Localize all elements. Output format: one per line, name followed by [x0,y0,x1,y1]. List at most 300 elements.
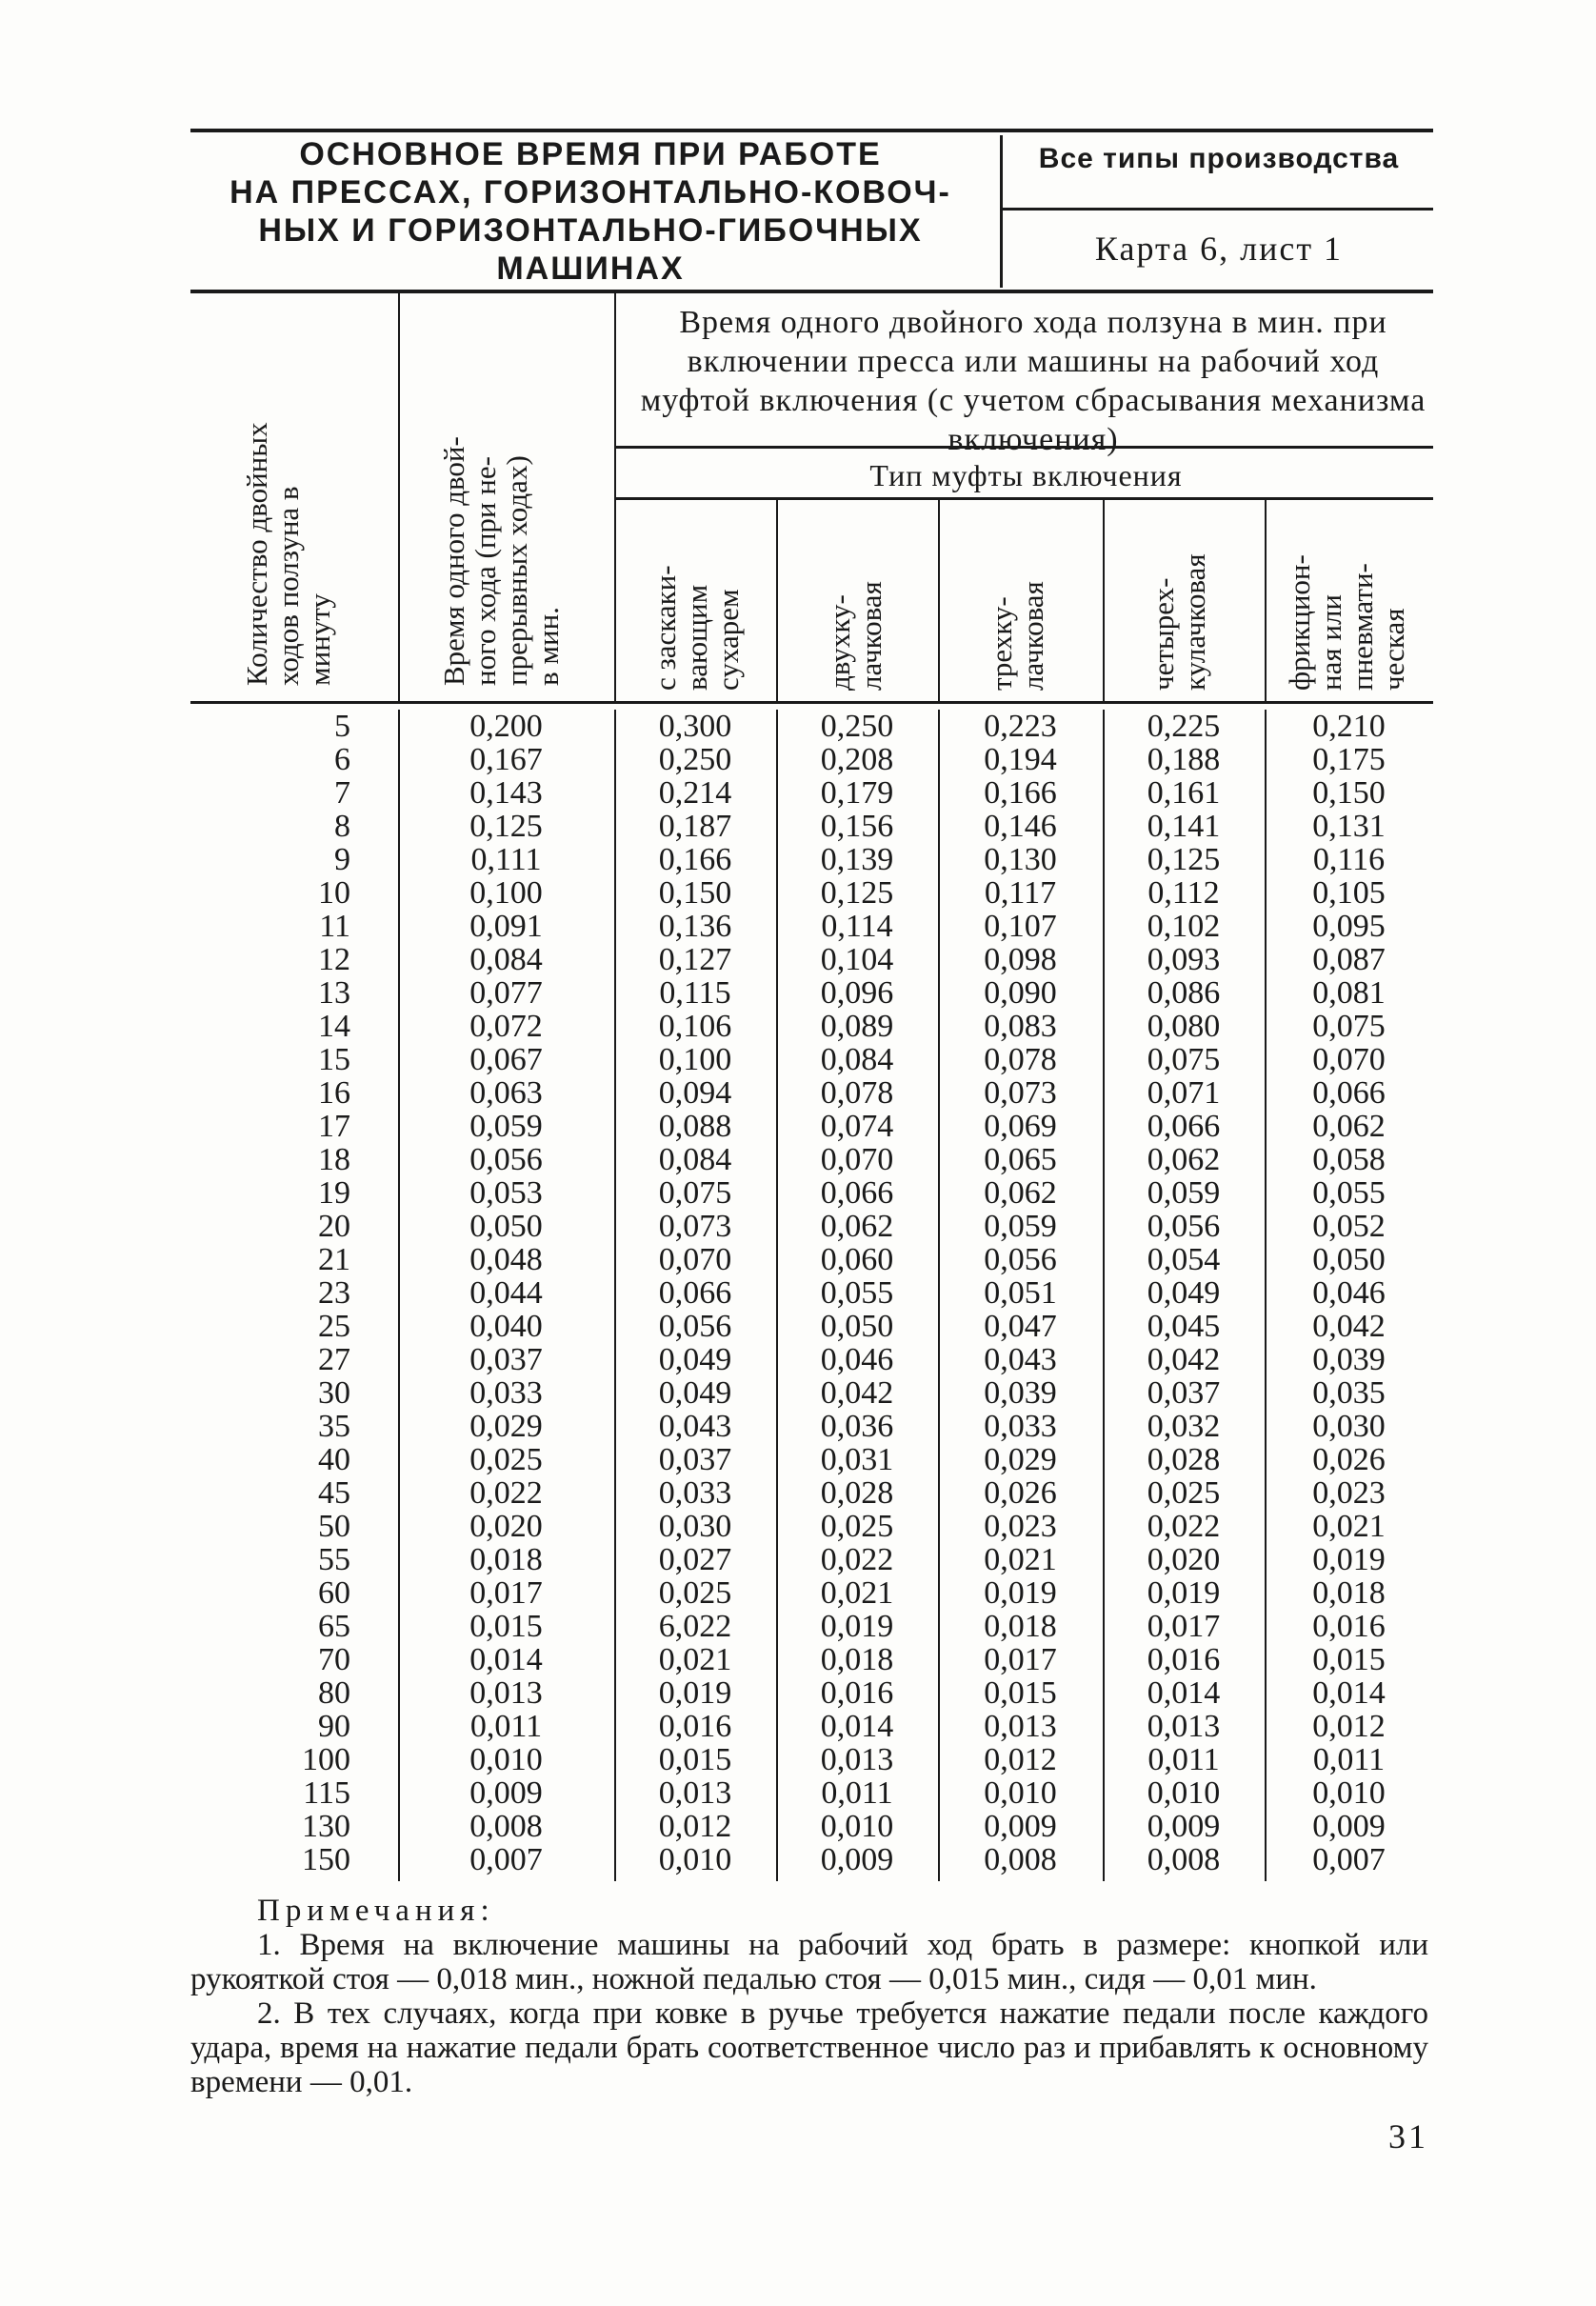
time-cell: 0,225 [1147,709,1221,744]
time-cell: 0,029 [984,1442,1057,1477]
time-cell: 0,018 [469,1542,543,1577]
time-cell: 0,028 [1147,1442,1221,1477]
time-cell: 0,143 [469,775,543,811]
time-cell: 0,035 [1312,1375,1386,1411]
time-cell: 0,073 [658,1209,732,1244]
time-cell: 0,131 [1312,809,1386,844]
time-cell: 0,098 [984,942,1057,977]
time-cell: 0,013 [984,1709,1057,1744]
time-cell: 0,089 [820,1009,894,1044]
time-cell: 0,056 [984,1242,1057,1277]
time-cell: 0,010 [469,1742,543,1777]
strokes-cell: 20 [318,1209,350,1244]
time-cell: 0,071 [1147,1075,1221,1111]
col-head-clutch-2: двухку- лачковая [823,581,888,691]
time-cell: 0,200 [469,709,543,744]
strokes-cell: 50 [318,1509,350,1544]
time-cell: 0,088 [658,1109,732,1144]
time-cell: 0,070 [658,1242,732,1277]
time-cell: 0,017 [1147,1609,1221,1644]
strokes-cell: 90 [318,1709,350,1744]
time-cell: 0,062 [1147,1142,1221,1177]
production-type: Все типы производства [1038,143,1400,174]
time-cell: 0,013 [469,1675,543,1711]
page-number: 31 [1388,2117,1428,2156]
time-cell: 0,014 [1312,1675,1386,1711]
strokes-cell: 17 [318,1109,350,1144]
time-cell: 0,125 [469,809,543,844]
time-cell: 0,014 [469,1642,543,1677]
strokes-cell: 8 [334,809,350,844]
title-line: НА ПРЕССАХ, ГОРИЗОНТАЛЬНО-КОВОЧ- [229,174,951,211]
time-cell: 0,013 [658,1775,732,1811]
time-cell: 0,010 [820,1809,894,1844]
time-cell: 0,017 [469,1575,543,1611]
time-cell: 0,016 [820,1675,894,1711]
time-cell: 0,020 [469,1509,543,1544]
time-cell: 0,022 [469,1475,543,1511]
time-cell: 0,044 [469,1275,543,1311]
time-cell: 0,078 [984,1042,1057,1077]
time-cell: 0,033 [984,1409,1057,1444]
time-cell: 0,019 [1147,1575,1221,1611]
time-cell: 0,214 [658,775,732,811]
notes-title: Примечания: [257,1894,495,1928]
time-cell: 0,087 [1312,942,1386,977]
time-cell: 0,056 [658,1309,732,1344]
time-cell: 0,052 [1312,1209,1386,1244]
time-cell: 0,028 [820,1475,894,1511]
time-cell: 0,014 [1147,1675,1221,1711]
time-cell: 0,049 [1147,1275,1221,1311]
time-cell: 0,025 [1147,1475,1221,1511]
table-row [190,1443,1433,1476]
strokes-cell: 15 [318,1042,350,1077]
time-cell: 0,054 [1147,1242,1221,1277]
time-cell: 0,043 [984,1342,1057,1377]
time-cell: 0,086 [1147,975,1221,1011]
time-cell: 0,026 [1312,1442,1386,1477]
time-cell: 0,125 [820,875,894,911]
title-line: НЫХ И ГОРИЗОНТАЛЬНО-ГИБОЧНЫХ [258,212,923,249]
table-row [190,743,1433,776]
time-cell: 0,049 [658,1375,732,1411]
table-row [190,976,1433,1010]
time-cell: 0,062 [1312,1109,1386,1144]
time-cell: 0,250 [658,742,732,777]
time-cell: 0,136 [658,909,732,944]
time-cell: 0,127 [658,942,732,977]
time-cell: 0,056 [469,1142,543,1177]
table-row [190,1310,1433,1343]
time-cell: 0,075 [1312,1009,1386,1044]
time-cell: 0,013 [820,1742,894,1777]
time-cell: 0,094 [658,1075,732,1111]
time-cell: 0,083 [984,1009,1057,1044]
time-cell: 0,010 [1312,1775,1386,1811]
time-cell: 0,008 [469,1809,543,1844]
time-cell: 0,066 [820,1175,894,1211]
time-cell: 0,042 [1312,1309,1386,1344]
strokes-cell: 9 [334,842,350,877]
col-divider-4 [938,500,940,701]
time-cell: 0,161 [1147,775,1221,811]
table-row [190,1076,1433,1110]
time-cell: 0,125 [1147,842,1221,877]
time-cell: 0,007 [469,1842,543,1877]
table-row [190,1810,1433,1843]
time-cell: 0,106 [658,1009,732,1044]
strokes-cell: 45 [318,1475,350,1511]
time-cell: 0,066 [1312,1075,1386,1111]
header-mid-rule [1003,208,1433,211]
time-cell: 0,130 [984,842,1057,877]
table-row [190,1510,1433,1543]
time-cell: 0,011 [1147,1742,1220,1777]
table-row [190,1110,1433,1143]
time-cell: 0,043 [658,1409,732,1444]
time-cell: 0,018 [1312,1575,1386,1611]
time-cell: 0,167 [469,742,543,777]
table-row [190,1576,1433,1610]
time-cell: 0,012 [1312,1709,1386,1744]
time-cell: 0,032 [1147,1409,1221,1444]
time-cell: 0,187 [658,809,732,844]
time-cell: 0,012 [984,1742,1057,1777]
time-cell: 0,150 [658,875,732,911]
time-cell: 0,100 [658,1042,732,1077]
time-cell: 0,051 [984,1275,1057,1311]
table-row [190,1543,1433,1576]
time-cell: 0,175 [1312,742,1386,777]
time-cell: 0,150 [1312,775,1386,811]
time-cell: 0,030 [658,1509,732,1544]
strokes-cell: 150 [302,1842,350,1877]
time-cell: 0,095 [1312,909,1386,944]
time-cell: 0,037 [658,1442,732,1477]
time-cell: 0,059 [1147,1175,1221,1211]
time-cell: 0,021 [658,1642,732,1677]
time-cell: 0,027 [658,1542,732,1577]
title-line: ОСНОВНОЕ ВРЕМЯ ПРИ РАБОТЕ [299,136,882,172]
col-head-clutch-5: фрикцион- ная или пневмати- ческая [1283,554,1410,691]
time-cell: 0,078 [820,1075,894,1111]
table-row [190,810,1433,843]
time-cell: 0,075 [658,1175,732,1211]
table-row [190,1676,1433,1710]
time-cell: 0,019 [1312,1542,1386,1577]
table-row [190,910,1433,943]
time-cell: 0,009 [1312,1809,1386,1844]
strokes-cell: 11 [319,909,350,944]
table-row [190,1010,1433,1043]
time-cell: 6,022 [658,1609,732,1644]
time-cell: 0,009 [469,1775,543,1811]
table-row [190,1243,1433,1276]
time-cell: 0,056 [1147,1209,1221,1244]
time-cell: 0,025 [820,1509,894,1544]
time-cell: 0,009 [820,1842,894,1877]
time-cell: 0,023 [1312,1475,1386,1511]
time-cell: 0,042 [820,1375,894,1411]
time-cell: 0,010 [1147,1775,1221,1811]
time-cell: 0,015 [469,1609,543,1644]
time-cell: 0,210 [1312,709,1386,744]
table-row [190,1343,1433,1376]
strokes-cell: 55 [318,1542,350,1577]
table-row [190,843,1433,876]
time-cell: 0,025 [469,1442,543,1477]
time-cell: 0,111 [470,842,542,877]
time-cell: 0,058 [1312,1142,1386,1177]
time-cell: 0,019 [820,1609,894,1644]
time-cell: 0,141 [1147,809,1221,844]
time-cell: 0,013 [1147,1709,1221,1744]
col-divider-3 [776,500,778,701]
time-cell: 0,042 [1147,1342,1221,1377]
time-cell: 0,050 [469,1209,543,1244]
time-cell: 0,011 [469,1709,543,1744]
time-cell: 0,116 [1312,842,1386,877]
strokes-cell: 35 [318,1409,350,1444]
time-cell: 0,114 [821,909,893,944]
time-cell: 0,046 [820,1342,894,1377]
col-divider-1 [398,293,400,701]
time-cell: 0,014 [820,1709,894,1744]
time-cell: 0,021 [820,1575,894,1611]
time-cell: 0,019 [984,1575,1057,1611]
time-cell: 0,033 [658,1475,732,1511]
strokes-cell: 6 [334,742,350,777]
time-cell: 0,047 [984,1309,1057,1344]
table-row [190,710,1433,743]
table-row [190,1843,1433,1876]
time-cell: 0,084 [820,1042,894,1077]
table-row [190,1176,1433,1210]
time-cell: 0,030 [1312,1409,1386,1444]
group-title: Время одного двойного хода ползуна в мин. при включении пресса или машины на рабочий ход муфтой включения (с учетом сбрасывания механизма включения) [640,305,1426,457]
time-cell: 0,115 [659,975,731,1011]
time-cell: 0,070 [1312,1042,1386,1077]
page-title [190,135,990,288]
strokes-cell: 14 [318,1009,350,1044]
strokes-cell: 60 [318,1575,350,1611]
time-cell: 0,194 [984,742,1057,777]
table-row [190,1410,1433,1443]
col-head-clutch-1: с заскаки- вающим сухарем [648,565,745,691]
time-cell: 0,156 [820,809,894,844]
note-1: 1. Время на включение машины на рабочий ход брать в размере: кнопкой или рукояткой стоя — 0,018 мин., ножной педалью стоя — 0,015 мин., сидя — 0,01 мин. [190,1928,1428,1996]
card-number: Карта 6, лист 1 [1094,230,1344,268]
clutch-type-title: Тип муфты включения [869,458,1183,492]
time-cell: 0,015 [984,1675,1057,1711]
time-cell: 0,075 [1147,1042,1221,1077]
time-cell: 0,022 [820,1542,894,1577]
time-cell: 0,084 [469,942,543,977]
time-cell: 0,015 [1312,1642,1386,1677]
header-row-rule [190,701,1433,704]
time-cell: 0,021 [1312,1509,1386,1544]
time-cell: 0,062 [984,1175,1057,1211]
table-row [190,1143,1433,1176]
time-cell: 0,010 [984,1775,1057,1811]
time-cell: 0,091 [469,909,543,944]
table-row [190,1376,1433,1410]
time-cell: 0,055 [1312,1175,1386,1211]
time-cell: 0,029 [469,1409,543,1444]
time-cell: 0,208 [820,742,894,777]
clutch-rule [616,497,1433,500]
time-cell: 0,033 [469,1375,543,1411]
time-cell: 0,059 [469,1109,543,1144]
time-cell: 0,016 [1312,1609,1386,1644]
col-divider-5 [1103,500,1105,701]
time-cell: 0,107 [984,909,1057,944]
time-cell: 0,084 [658,1142,732,1177]
time-cell: 0,007 [1312,1842,1386,1877]
time-cell: 0,025 [658,1575,732,1611]
col-head-clutch-4: четырех- кулачковая [1147,553,1211,691]
time-table [190,710,1433,1876]
strokes-cell: 19 [318,1175,350,1211]
strokes-cell: 100 [302,1742,350,1777]
time-cell: 0,011 [821,1775,893,1811]
time-cell: 0,093 [1147,942,1221,977]
time-cell: 0,053 [469,1175,543,1211]
table-row [190,1710,1433,1743]
time-cell: 0,096 [820,975,894,1011]
title-line: МАШИНАХ [496,251,685,287]
time-cell: 0,166 [984,775,1057,811]
time-cell: 0,019 [658,1675,732,1711]
col-head-continuous: Время одного двой- ного хода (при не- прерывных ходах) в мин. [437,436,565,686]
time-cell: 0,045 [1147,1309,1221,1344]
strokes-cell: 18 [318,1142,350,1177]
time-cell: 0,039 [984,1375,1057,1411]
strokes-cell: 16 [318,1075,350,1111]
col-head-strokes: Количество двойных ходов ползуна в минуту [240,422,336,686]
time-cell: 0,037 [469,1342,543,1377]
time-cell: 0,011 [1312,1742,1386,1777]
strokes-cell: 12 [318,942,350,977]
time-cell: 0,031 [820,1442,894,1477]
time-cell: 0,102 [1147,909,1221,944]
strokes-cell: 23 [318,1275,350,1311]
time-cell: 0,250 [820,709,894,744]
table-row [190,1610,1433,1643]
strokes-cell: 21 [318,1242,350,1277]
time-cell: 0,069 [984,1109,1057,1144]
time-cell: 0,021 [984,1542,1057,1577]
time-cell: 0,026 [984,1475,1057,1511]
time-cell: 0,188 [1147,742,1221,777]
time-cell: 0,072 [469,1009,543,1044]
time-cell: 0,049 [658,1342,732,1377]
table-row [190,776,1433,810]
time-cell: 0,077 [469,975,543,1011]
strokes-cell: 115 [303,1775,350,1811]
table-row [190,1043,1433,1076]
time-cell: 0,008 [1147,1842,1221,1877]
time-cell: 0,300 [658,709,732,744]
time-cell: 0,012 [658,1809,732,1844]
time-cell: 0,223 [984,709,1057,744]
time-cell: 0,105 [1312,875,1386,911]
time-cell: 0,146 [984,809,1057,844]
time-cell: 0,036 [820,1409,894,1444]
time-cell: 0,020 [1147,1542,1221,1577]
table-row [190,1743,1433,1776]
time-cell: 0,039 [1312,1342,1386,1377]
time-cell: 0,179 [820,775,894,811]
time-cell: 0,009 [1147,1809,1221,1844]
time-cell: 0,112 [1147,875,1220,911]
time-cell: 0,090 [984,975,1057,1011]
strokes-cell: 130 [302,1809,350,1844]
strokes-cell: 7 [334,775,350,811]
header-bottom-rule [190,290,1433,293]
time-cell: 0,048 [469,1242,543,1277]
time-cell: 0,060 [820,1242,894,1277]
strokes-cell: 25 [318,1309,350,1344]
time-cell: 0,037 [1147,1375,1221,1411]
time-cell: 0,008 [984,1842,1057,1877]
time-cell: 0,059 [984,1209,1057,1244]
time-cell: 0,065 [984,1142,1057,1177]
time-cell: 0,017 [984,1642,1057,1677]
time-cell: 0,016 [658,1709,732,1744]
notes [190,1894,1428,2099]
time-cell: 0,166 [658,842,732,877]
strokes-cell: 13 [318,975,350,1011]
strokes-cell: 70 [318,1642,350,1677]
time-cell: 0,009 [984,1809,1057,1844]
strokes-cell: 30 [318,1375,350,1411]
time-cell: 0,066 [658,1275,732,1311]
table-row [190,876,1433,910]
time-cell: 0,139 [820,842,894,877]
strokes-cell: 5 [334,709,350,744]
time-cell: 0,062 [820,1209,894,1244]
strokes-cell: 65 [318,1609,350,1644]
top-rule [190,129,1433,132]
table-row [190,943,1433,976]
time-cell: 0,074 [820,1109,894,1144]
table-row [190,1210,1433,1243]
time-cell: 0,040 [469,1309,543,1344]
table-row [190,1643,1433,1676]
time-cell: 0,066 [1147,1109,1221,1144]
time-cell: 0,067 [469,1042,543,1077]
time-cell: 0,080 [1147,1009,1221,1044]
col-divider-6 [1265,500,1267,701]
time-cell: 0,117 [984,875,1057,911]
strokes-cell: 80 [318,1675,350,1711]
time-cell: 0,055 [820,1275,894,1311]
strokes-cell: 10 [318,875,350,911]
time-cell: 0,010 [658,1842,732,1877]
table-row [190,1776,1433,1810]
table-row [190,1476,1433,1510]
time-cell: 0,023 [984,1509,1057,1544]
time-cell: 0,104 [820,942,894,977]
time-cell: 0,046 [1312,1275,1386,1311]
header-divider [1000,135,1003,288]
table-body [190,710,1433,1876]
time-cell: 0,050 [820,1309,894,1344]
time-cell: 0,022 [1147,1509,1221,1544]
col-head-clutch-3: трехку- лачковая [985,581,1049,691]
